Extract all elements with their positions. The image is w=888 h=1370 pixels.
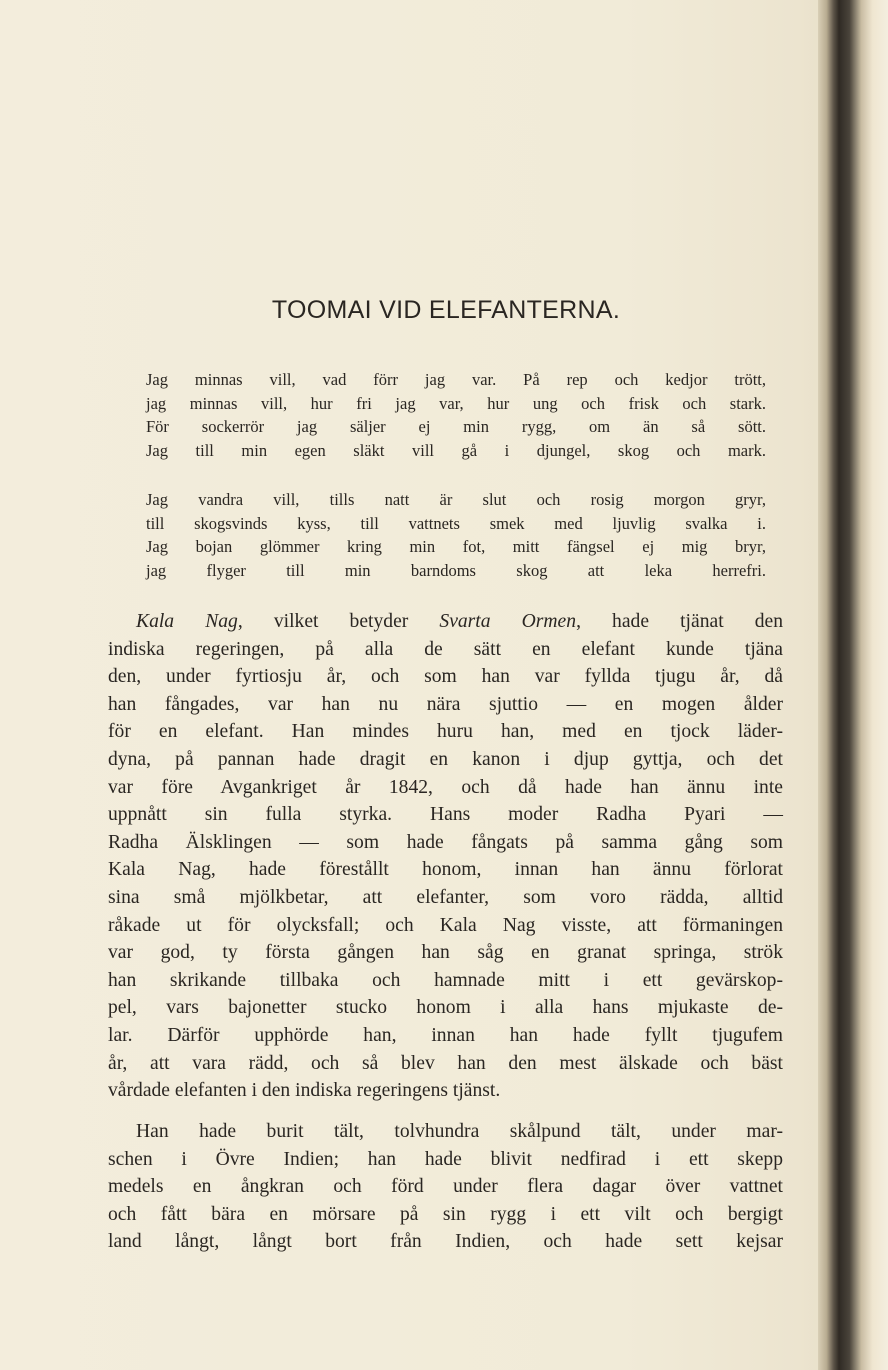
paragraph-line: och fått bära en mörsare på sin rygg i ett vilt och bergigt [108, 1203, 783, 1225]
poem-line: jag flyger till min barndoms skog att leka herrefri. [146, 560, 766, 580]
paragraph-line: Kala Nag, hade förestållt honom, innan han ännu förlorat [108, 859, 783, 881]
paragraph-line: pel, vars bajonetter stucko honom i alla hans mjukaste de- [108, 997, 783, 1019]
poem-line: till skogsvinds kyss, till vattnets smek med ljuvlig svalka i. [146, 513, 766, 533]
poem-line: För sockerrör jag säljer ej min rygg, om än så sött. [146, 417, 766, 436]
paragraph-line: indiska regeringen, på alla de sätt en elefant kunde tjäna [108, 638, 783, 660]
body-paragraph-1 [108, 608, 783, 1105]
text-fragment: , vilket betyder [237, 611, 440, 632]
paragraph-last-line: vårdade elefanten i den indiska regeringens tjänst. [108, 1080, 501, 1102]
paragraph-line: han fångades, var han nu nära sjuttio — en mogen ålder [108, 693, 783, 715]
poem-line: Jag minnas vill, vad förr jag var. På rep och kedjor trött, [146, 370, 766, 389]
paragraph-line: schen i Övre Indien; han hade blivit nedfirad i ett skepp [108, 1148, 783, 1170]
paragraph-line: land långt, långt bort från Indien, och hade sett kejsar [108, 1231, 783, 1253]
poem-stanza-2 [146, 488, 766, 582]
paragraph-line: dyna, på pannan hade dragit en kanon i djup gyttja, och det [108, 748, 783, 770]
poem-line: Jag bojan glömmer kring min fot, mitt fängsel ej mig bryr, [146, 537, 766, 556]
poem-stanza-1 [146, 368, 766, 462]
paragraph-line: sina små mjölkbetar, att elefanter, som voro rädda, alltid [108, 886, 783, 908]
paragraph-line: för en elefant. Han mindes huru han, med en tjock läder- [108, 721, 783, 743]
paragraph-line: år, att vara rädd, och så blev han den mest älskade och bäst [108, 1052, 783, 1074]
chapter-title: TOOMAI VID ELEFANTERNA. [271, 296, 621, 324]
book-binding-edge [818, 0, 888, 1370]
paragraph-first-line: Han hade burit tält, tolvhundra skålpund tält, under mar- [136, 1121, 783, 1142]
paragraph-line: han skrikande tillbaka och hamnade mitt i ett gevärskop- [108, 969, 783, 991]
paragraph-line: den, under fyrtiosju år, och som han var fyllda tjugu år, då [108, 666, 783, 688]
paragraph-line: råkade ut för olycksfall; och Kala Nag visste, att förmaningen [108, 914, 783, 936]
paragraph-line: uppnått sin fulla styrka. Hans moder Radha Pyari — [108, 804, 783, 826]
paragraph-line: var före Avgankriget år 1842, och då hade han ännu inte [108, 776, 783, 798]
paragraph-first-line [108, 608, 783, 636]
name-svarta-ormen: Svarta Ormen [439, 611, 577, 632]
poem-line: Jag vandra vill, tills natt är slut och rosig morgon gryr, [146, 490, 766, 509]
poem-line: jag minnas vill, hur fri jag var, hur ung och frisk och stark. [146, 393, 766, 413]
text-fragment: , hade tjänat den [576, 611, 784, 632]
paragraph-line: Radha Älsklingen — som hade fångats på samma gång som [108, 831, 783, 853]
body-paragraph-2 [108, 1118, 783, 1256]
paragraph-line: lar. Därför upphörde han, innan han hade fyllt tjugufem [108, 1024, 783, 1046]
paragraph-line: medels en ångkran och förd under flera dagar över vattnet [108, 1176, 783, 1198]
paragraph-line: var god, ty första gången han såg en granat springa, strök [108, 942, 783, 964]
name-kala-nag: Kala Nag [136, 611, 238, 632]
poem-line: Jag till min egen släkt vill gå i djungel, skog och mark. [146, 440, 766, 460]
